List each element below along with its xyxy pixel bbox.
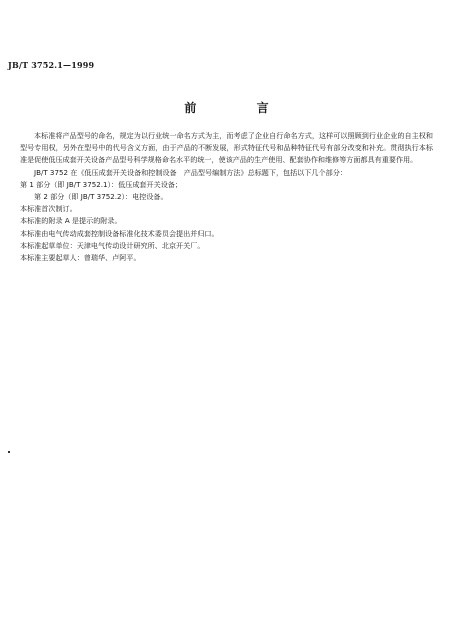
paragraph-drafting-units: 本标准起草单位：天津电气传动设计研究所、北京开关厂。 [20, 240, 205, 250]
section-title-foreword: 前 言 [184, 101, 297, 115]
paragraph-part-1: 第 1 部分（即 JB/T 3752.1）：低压成套开关设备； [20, 179, 182, 189]
paragraph-part-2: 第 2 部分（即 JB/T 3752.2）：电控设备。 [34, 192, 168, 202]
paragraph-parts-overview: JB/T 3752 在《低压成套开关设备和控制设备 产品型号编制方法》总标题下，包括以下几个部分： [34, 167, 347, 177]
paragraph-drafters: 本标准主要起草人：曾瑞华、卢阿平。 [20, 253, 141, 263]
paragraph-intro: 本标准将产品型号的命名，规定为以行业统一命名方式为主，而考虑了企业自行命名方式，这样可以照顾到行业企业的自主权和型号专用权，另外在型号中的代号含义方面，由于产品的不断发展，形式特征代号和品种特征代号有部分改变和补充。贯彻执行本标准是促使低压成套开关设备产品型号科学规格命名水平的统一，使该产品的生产使用、配套协作和维修等方面都具有重要作用。 [20, 131, 433, 165]
paragraph-first-edition: 本标准首次制订。 [20, 204, 77, 214]
standard-code-header: JB/T 3752.1—1999 [8, 60, 95, 70]
scan-dot-mark [8, 451, 10, 453]
paragraph-proposer: 本标准由电气传动成套控制设备标准化技术委员会提出并归口。 [20, 228, 219, 238]
foreword-body [20, 130, 433, 264]
paragraph-appendix-note: 本标准的附录 A 是提示的附录。 [20, 216, 122, 226]
